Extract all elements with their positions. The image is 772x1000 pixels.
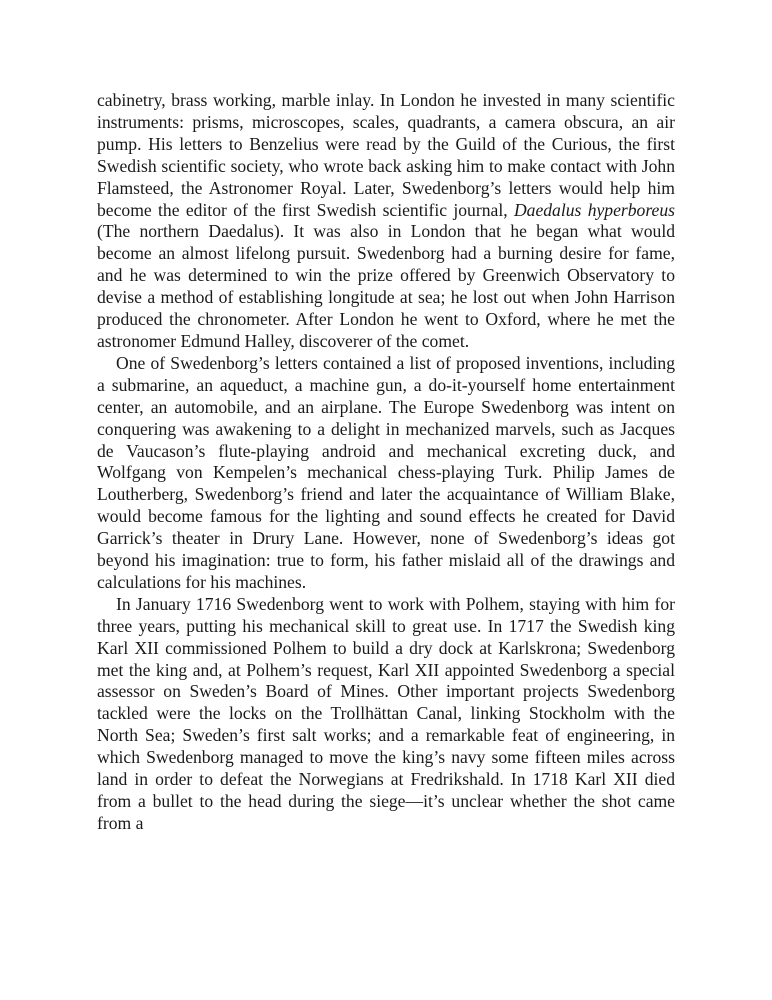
paragraph-1-text-a: cabinetry, brass working, marble inlay. In London he invested in many scientific instruments: prisms, microscopes, scales, quadrants, a camera obscura, an air pump. His letters to Benzelius were read by the Guild of the Curious, the first Swedish scientific society, who wrote back asking him to make contact with John Flamsteed, the Astronomer Royal. Later, Swedenborg’s letters would help him become the editor of the first Swedish scientific journal, xyxy=(97,90,675,220)
paragraph-2 xyxy=(97,353,675,594)
journal-title: Daedalus hyperboreus xyxy=(513,199,675,220)
paragraph-2-text: One of Swedenborg’s letters contained a list of proposed inventions, including a submarine, an aqueduct, a machine gun, a do-it-yourself home entertainment center, an automobile, and an airplane. The Europe Swedenborg was intent on conquering was awakening to a delight in mechanized marvels, such as Jacques de Vaucason’s flute-playing android and mechanical excreting duck, and Wolfgang von Kempelen’s mechanical chess-playing Turk. Philip James de Loutherberg, Swedenborg’s friend and later the acquaintance of William Blake, would become famous for the lighting and sound effects he created for David Garrick’s theater in Drury Lane. However, none of Swedenborg’s ideas got beyond his imagination: true to form, his father mislaid all of the drawings and calculations for his machines. xyxy=(97,352,675,592)
paragraph-1-text-b: (The northern Daedalus). It was also in London that he began what would become an almost lifelong pursuit. Swedenborg had a burning desire for fame, and he was determined to win the prize offered by Greenwich Observatory to devise a method of establishing longitude at sea; he lost out when John Harrison produced the chronometer. After London he went to Oxford, where he met the astronomer Edmund Halley, discoverer of the comet. xyxy=(97,221,675,351)
paragraph-1 xyxy=(97,90,675,353)
paragraph-3 xyxy=(97,594,675,835)
page-body xyxy=(97,90,675,835)
paragraph-3-text: In January 1716 Swedenborg went to work with Polhem, staying with him for three years, putting his mechanical skill to great use. In 1717 the Swedish king Karl XII commissioned Polhem to build a dry dock at Karlskrona; Swedenborg met the king and, at Polhem’s request, Karl XII appointed Swedenborg a special assessor on Sweden’s Board of Mines. Other important projects Swedenborg tackled were the locks on the Trollhättan Canal, linking Stockholm with the North Sea; Sweden’s first salt works; and a remarkable feat of engineering, in which Swedenborg managed to move the king’s navy some fifteen miles across land in order to defeat the Norwegians at Fredrikshald. In 1718 Karl XII died from a bullet to the head during the siege—it’s unclear whether the shot came from a xyxy=(97,593,675,833)
